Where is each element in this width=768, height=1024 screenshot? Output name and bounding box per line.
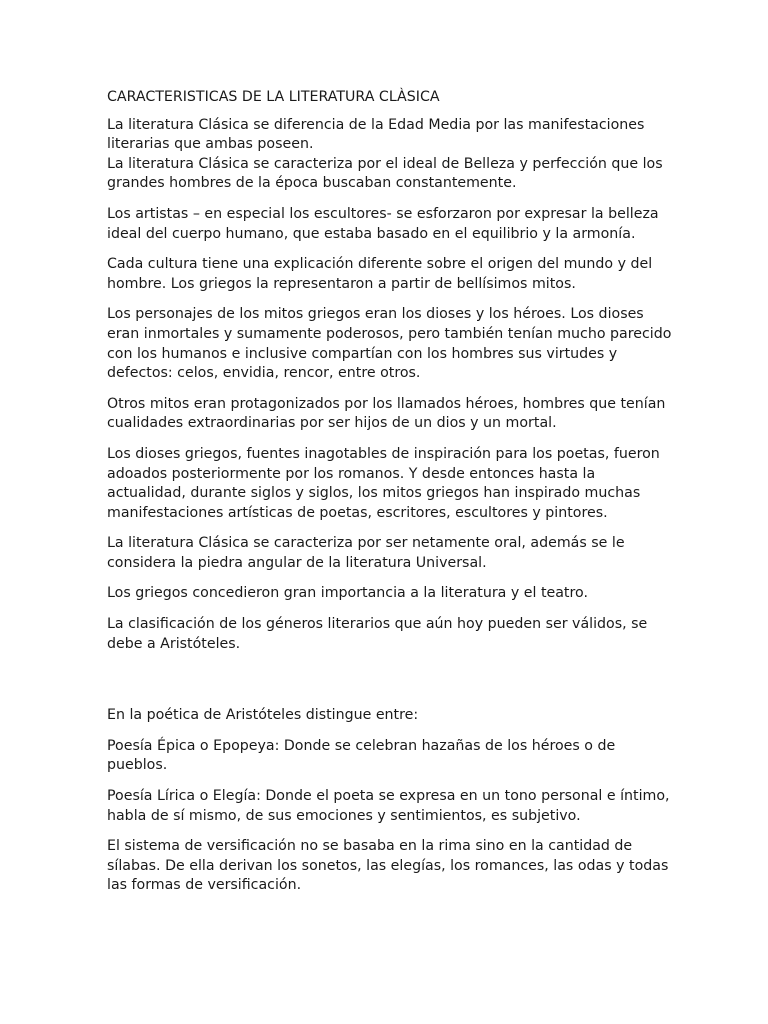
body-section-poetics [107,706,670,896]
paragraph-line: El sistema de versificación no se basaba en la rima sino en la cantidad de [107,838,633,855]
paragraph-line: considera la piedra angular de la literatura Universal. [107,554,487,571]
paragraph-line: Poesía Lírica o Elegía: Donde el poeta se expresa en un tono personal e íntimo, [107,788,670,805]
paragraph-line: La clasificación de los géneros literarios que aún hoy pueden ser válidos, se [107,616,648,633]
paragraph-line: pueblos. [107,757,168,774]
paragraph-line: debe a Aristóteles. [107,635,241,652]
paragraph-line: La literatura Clásica se caracteriza por ser netamente oral, además se le [107,535,625,552]
paragraph-line: ideal del cuerpo humano, que estaba basado en el equilibrio y la armonía. [107,225,636,242]
paragraph [107,305,672,383]
paragraph [107,615,667,654]
paragraph [107,706,667,726]
paragraph-line: hombre. Los griegos la representaron a partir de bellísimos mitos. [107,275,576,292]
paragraph-line: adoados posteriormente por los romanos. Y desde entonces hasta la [107,465,596,482]
paragraph [107,534,667,573]
paragraph-line: La literatura Clásica se caracteriza por el ideal de Belleza y perfección que los [107,155,663,172]
paragraph [107,837,667,896]
paragraph-line: sílabas. De ella derivan los sonetos, las elegías, los romances, las odas y todas [107,857,669,874]
paragraph [107,255,667,294]
paragraph-line: eran inmortales y sumamente poderosos, pero también tenían mucho parecido [107,325,672,342]
paragraph [107,395,667,434]
paragraph [107,116,667,194]
paragraph-line: Cada cultura tiene una explicación diferente sobre el origen del mundo y del [107,256,653,273]
paragraph-line: actualidad, durante siglos y siglos, los mitos griegos han inspirado muchas [107,485,641,502]
paragraph-line: con los humanos e inclusive compartían con los hombres sus virtudes y [107,345,618,362]
paragraph [107,787,670,826]
paragraph-line: Los dioses griegos, fuentes inagotables de inspiración para los poetas, fueron [107,445,660,462]
paragraph [107,584,667,604]
paragraph-line: defectos: celos, envidia, rencor, entre otros. [107,365,421,382]
blank-space [107,665,667,706]
paragraph-line: literarias que ambas poseen. [107,136,314,153]
document-page [107,88,672,907]
body-section-intro [107,116,672,655]
paragraph-line: En la poética de Aristóteles distingue entre: [107,707,419,724]
paragraph-line: Poesía Épica o Epopeya: Donde se celebran hazañas de los héroes o de [107,737,616,754]
document-title: CARACTERISTICAS DE LA LITERATURA CLÀSICA [107,89,440,105]
paragraph-line: las formas de versificación. [107,877,302,894]
paragraph [107,737,667,776]
paragraph-line: cualidades extraordinarias por ser hijos de un dios y un mortal. [107,415,557,432]
paragraph-line: habla de sí mismo, de sus emociones y sentimientos, es subjetivo. [107,807,581,824]
paragraph [107,205,667,244]
paragraph-line: grandes hombres de la época buscaban constantemente. [107,175,517,192]
paragraph-line: Los personajes de los mitos griegos eran los dioses y los héroes. Los dioses [107,306,644,323]
paragraph-line: La literatura Clásica se diferencia de la Edad Media por las manifestaciones [107,116,645,133]
paragraph-line: Los griegos concedieron gran importancia a la literatura y el teatro. [107,585,588,602]
paragraph [107,445,667,523]
paragraph-line: Los artistas – en especial los escultores- se esforzaron por expresar la belleza [107,205,659,222]
paragraph-line: manifestaciones artísticas de poetas, escritores, escultores y pintores. [107,504,608,521]
paragraph-line: Otros mitos eran protagonizados por los llamados héroes, hombres que tenían [107,395,666,412]
